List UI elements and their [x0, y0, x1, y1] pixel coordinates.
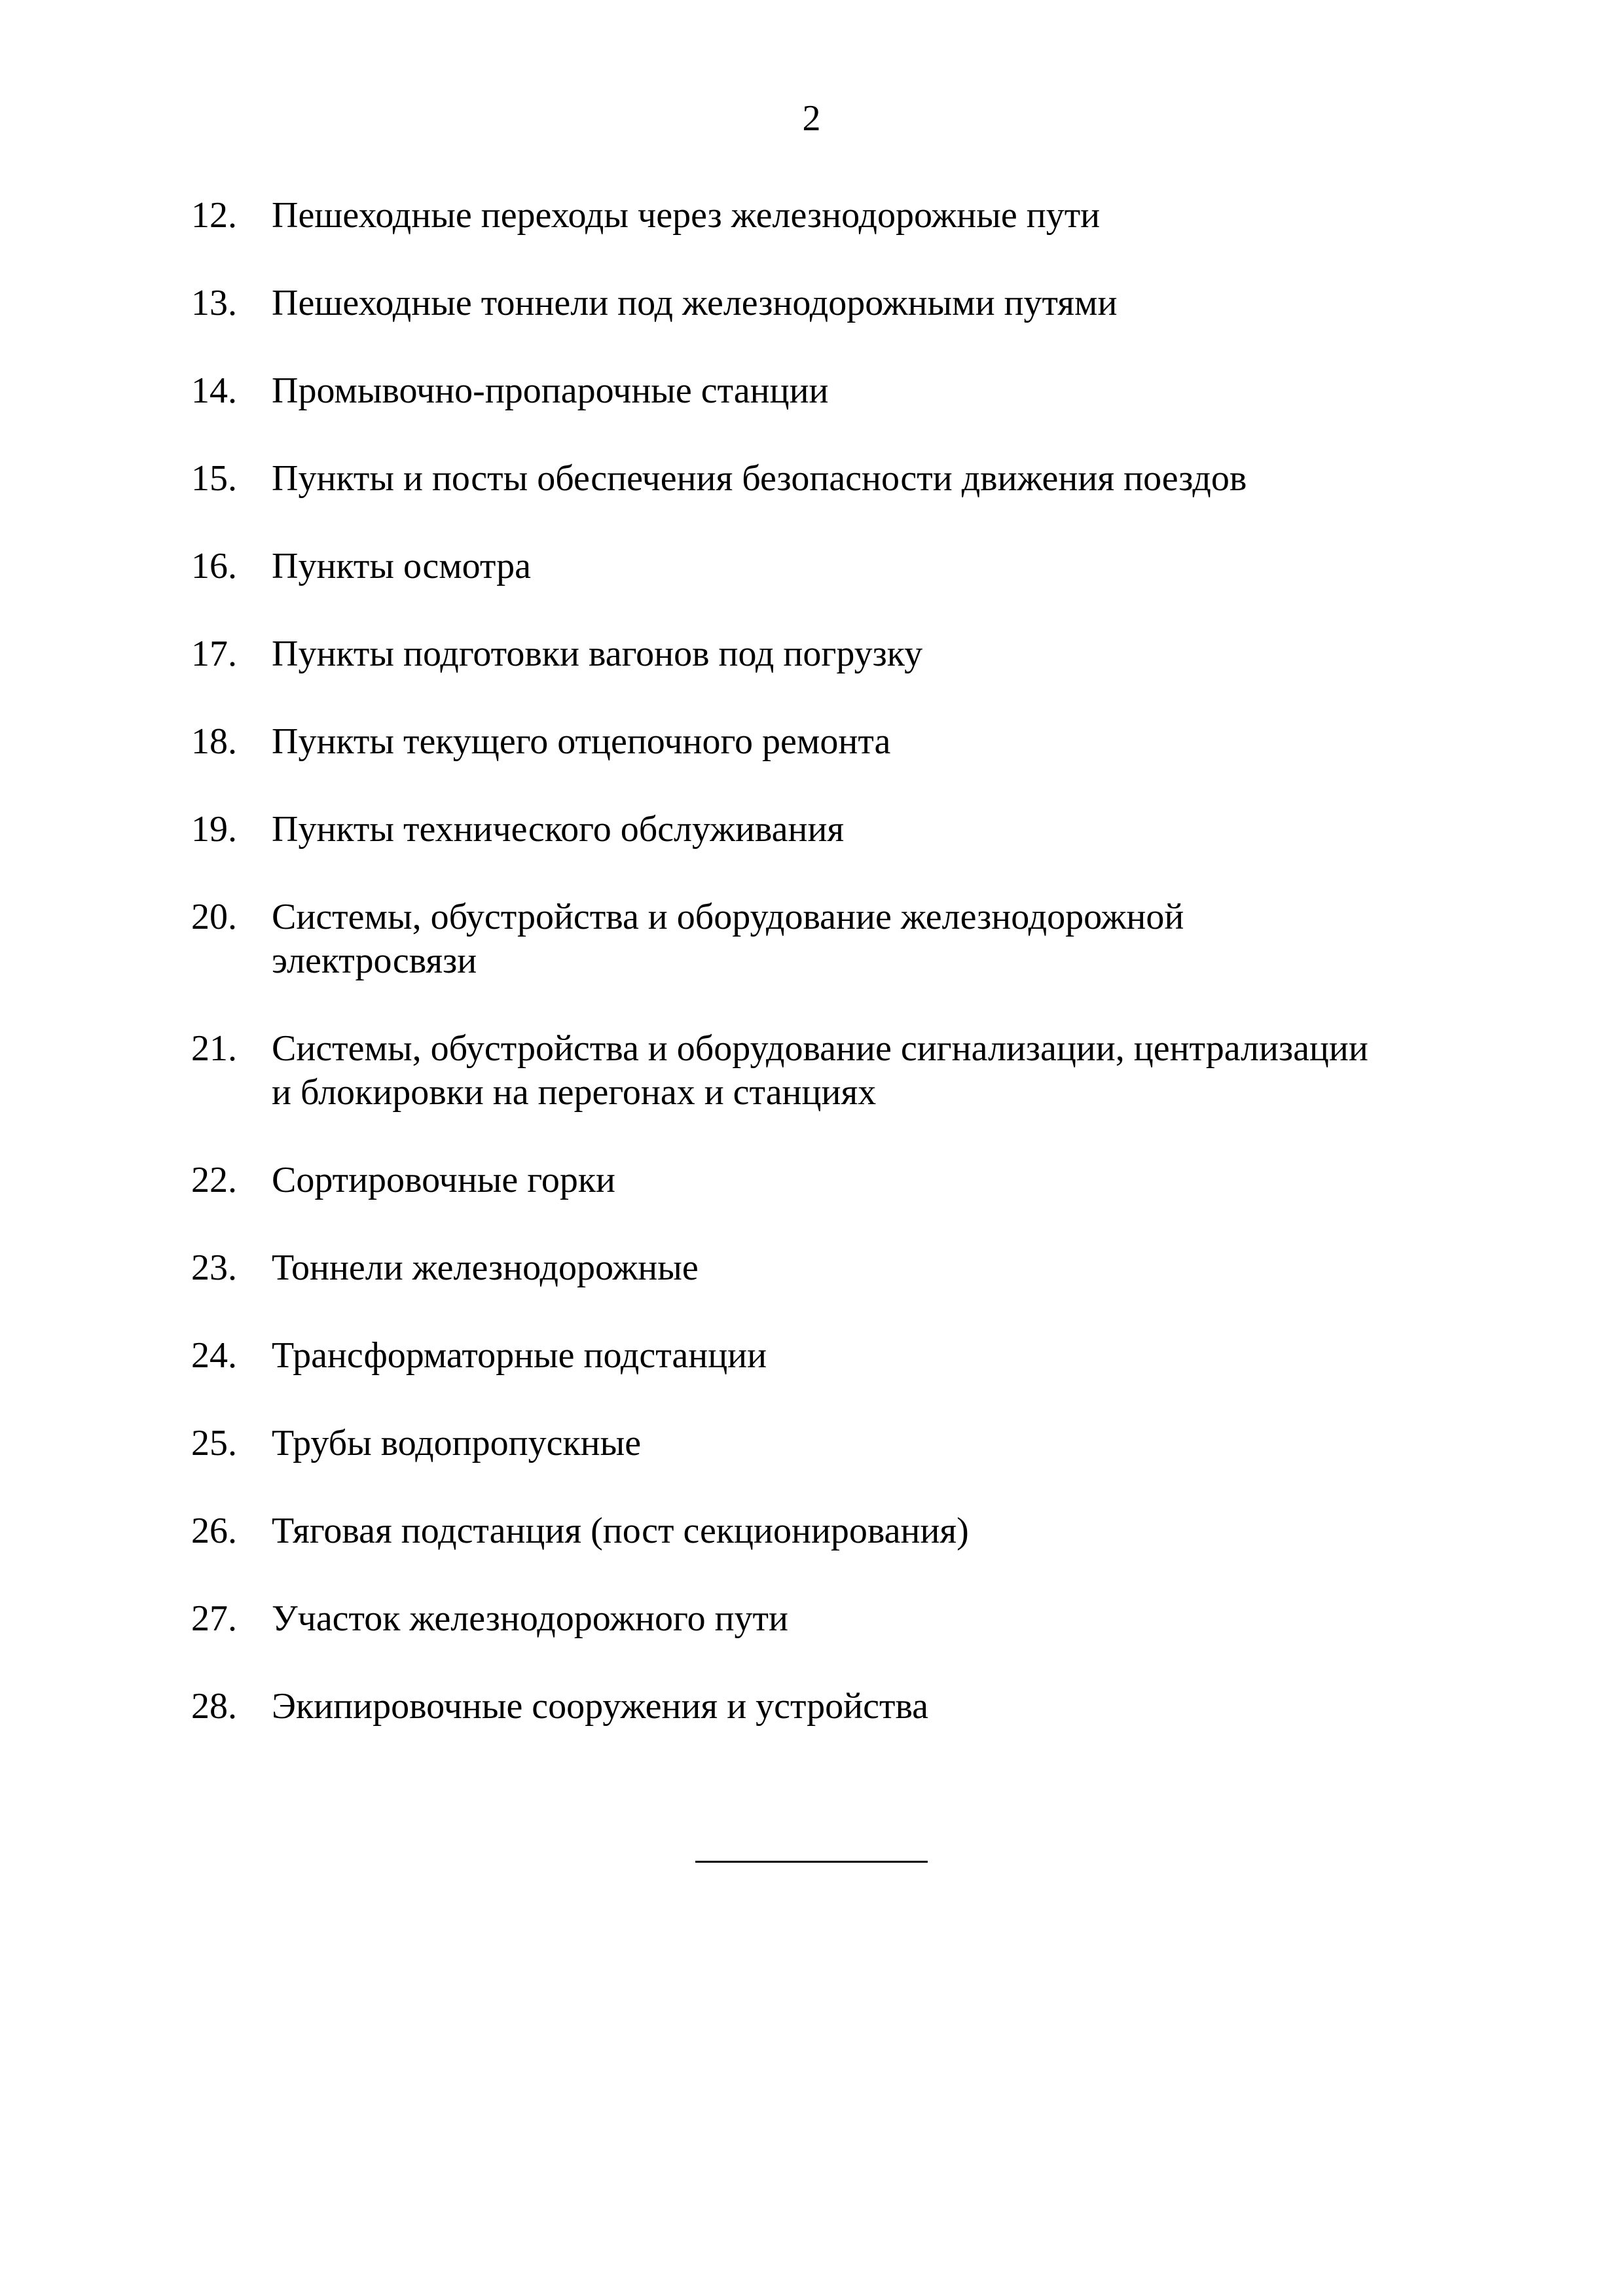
list-item	[0, 632, 1623, 676]
list-item-text: Пешеходные тоннели под железнодорожными путями	[272, 283, 1118, 323]
list-item-text: Пункты и посты обеспечения безопасности движения поездов	[272, 458, 1247, 499]
list-item-text: Системы, обустройства и оборудование железнодорожной электросвязи	[272, 897, 1184, 981]
list-item	[0, 1685, 1623, 1729]
list-item	[0, 457, 1623, 501]
list-item-number: 13.	[191, 283, 237, 323]
list-item-number: 23.	[191, 1247, 237, 1288]
list-item-number: 15.	[191, 458, 237, 499]
list-item-number: 24.	[191, 1335, 237, 1376]
list-item	[0, 1158, 1623, 1202]
list-item-number: 18.	[191, 721, 237, 762]
list-item	[0, 1509, 1623, 1553]
list-item	[0, 1027, 1623, 1115]
list-item-number: 17.	[191, 634, 237, 674]
list-item	[0, 194, 1623, 238]
list-item-text: Тоннели железнодорожные	[272, 1247, 699, 1288]
list-item-text: Пункты осмотра	[272, 546, 531, 586]
list-item-text: Трубы водопропускные	[272, 1423, 642, 1463]
list-item-number: 20.	[191, 897, 237, 937]
list-item-text: Участок железнодорожного пути	[272, 1598, 788, 1639]
list-item	[0, 1334, 1623, 1378]
end-of-document-rule	[695, 1861, 928, 1863]
list-item	[0, 369, 1623, 413]
list-item	[0, 1246, 1623, 1290]
list-item-number: 26.	[191, 1511, 237, 1551]
page-number: 2	[802, 98, 821, 139]
list-item	[0, 895, 1623, 983]
list-item-number: 22.	[191, 1160, 237, 1200]
list-item-number: 21.	[191, 1028, 237, 1069]
list-item-number: 12.	[191, 195, 237, 236]
list-item-number: 19.	[191, 809, 237, 850]
list-item-text: Экипировочные сооружения и устройства	[272, 1686, 929, 1727]
list-item-text: Сортировочные горки	[272, 1160, 616, 1200]
list-item-number: 28.	[191, 1686, 237, 1727]
list-item-text: Пешеходные переходы через железнодорожные пути	[272, 195, 1101, 236]
list-item-text: Промывочно-пропарочные станции	[272, 370, 829, 411]
list-item-number: 25.	[191, 1423, 237, 1463]
list-item-text: Системы, обустройства и оборудование сигнализации, централизации и блокировки на перегонах и станциях	[272, 1028, 1368, 1113]
list-item	[0, 808, 1623, 852]
list-item-text: Трансформаторные подстанции	[272, 1335, 767, 1376]
list-item-number: 16.	[191, 546, 237, 586]
list-item	[0, 1422, 1623, 1465]
list-item-text: Пункты текущего отцепочного ремонта	[272, 721, 891, 762]
numbered-list	[0, 194, 1623, 1772]
list-item	[0, 1597, 1623, 1641]
list-item-number: 14.	[191, 370, 237, 411]
list-item-number: 27.	[191, 1598, 237, 1639]
list-item	[0, 720, 1623, 764]
list-item	[0, 545, 1623, 588]
list-item	[0, 281, 1623, 325]
list-item-text: Пункты подготовки вагонов под погрузку	[272, 634, 923, 674]
list-item-text: Пункты технического обслуживания	[272, 809, 845, 850]
list-item-text: Тяговая подстанция (пост секционирования)	[272, 1511, 969, 1551]
